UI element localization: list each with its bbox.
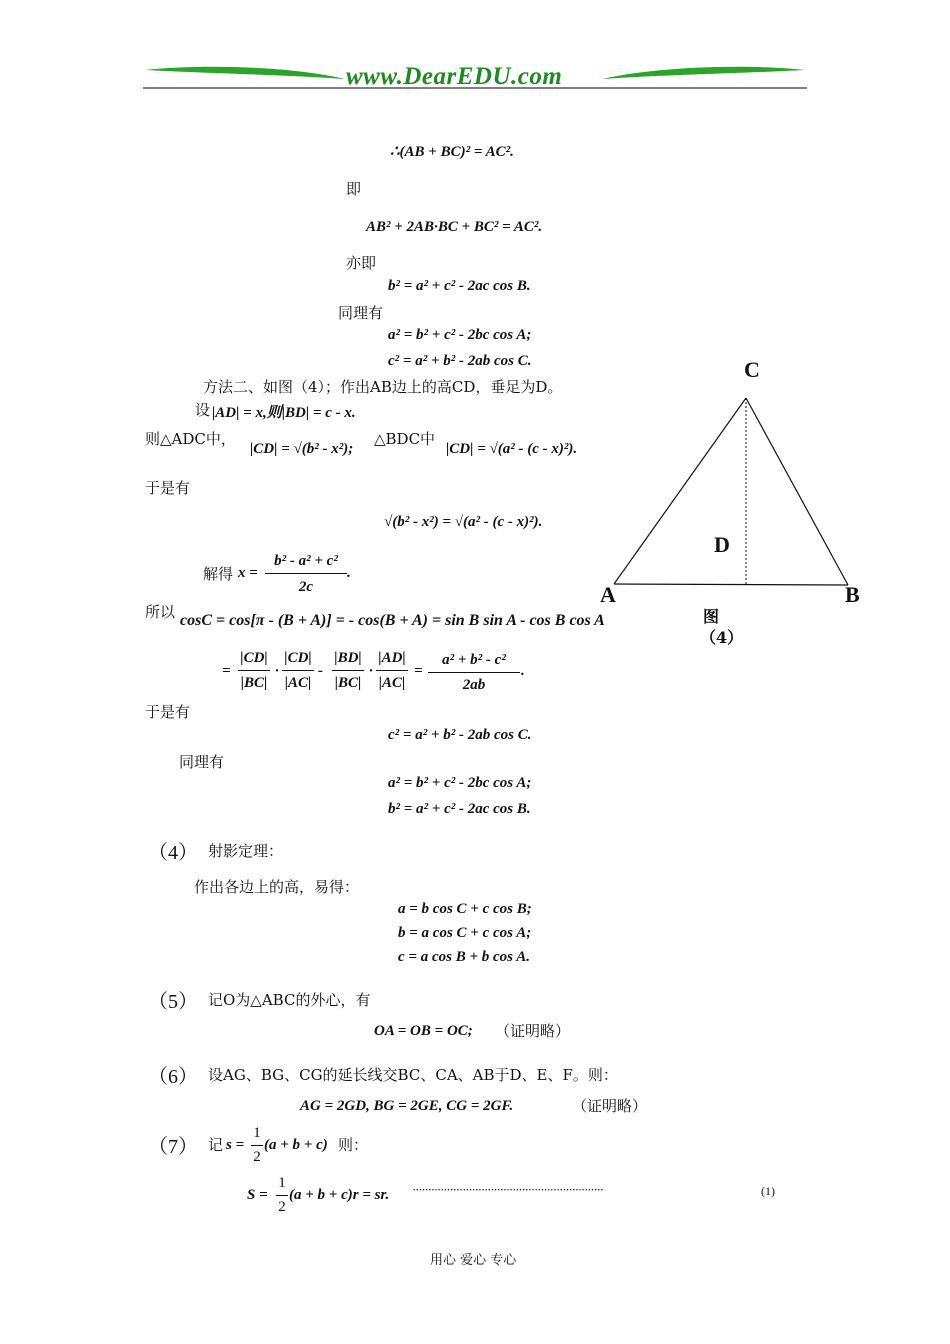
- section4-eq1: a = b cos C + c cos B;: [398, 901, 532, 917]
- eq-law-b2: b² = a² + c² - 2ac cos B.: [388, 278, 531, 294]
- section6-eq: AG = 2GD, BG = 2GE, CG = 2GF.: [300, 1098, 514, 1114]
- word-tongli-2: 同理有: [179, 753, 225, 771]
- method2-solve-x: x =: [238, 565, 258, 581]
- solve-denominator: 2c: [298, 579, 314, 595]
- solve-period: .: [347, 565, 351, 581]
- method2-suoyi: 所以: [145, 603, 176, 621]
- figure-caption-2: （4）: [700, 628, 744, 647]
- method2-eq-a2: a² = b² + c² - 2bc cos A;: [388, 775, 532, 791]
- frac-dot-1: ·: [275, 663, 279, 679]
- frac-cd-bc-bar: [238, 670, 270, 671]
- section7-S-half-den: 2: [278, 1199, 286, 1215]
- frac-ad-ac-num: |AD|: [378, 650, 406, 666]
- method2-cos-line: cosC = cos[π - (B + A)] = - cos(B + A) = sin B sin A - cos B cos A: [180, 612, 605, 629]
- method2-adc-eq: |CD| = √(b² - x²);: [250, 441, 354, 457]
- section7-S-half-num: 1: [278, 1175, 286, 1191]
- frac-result-bar: [428, 672, 520, 673]
- section4-eq2: b = a cos C + c cos A;: [398, 925, 532, 941]
- eq-therefore: ∴(AB + BC)² = AC².: [390, 144, 514, 160]
- frac-dot-2: ·: [369, 663, 373, 679]
- word-yiji: 亦即: [346, 254, 377, 272]
- section6-title: 设AG、BG、CG的延长线交BC、CA、AB于D、E、F。则：: [208, 1066, 618, 1084]
- word-tongli-1: 同理有: [338, 304, 384, 322]
- solve-fraction-bar: [265, 573, 347, 574]
- frac-bd-bc-num: |BD|: [334, 650, 362, 666]
- section7-s-rhs: (a + b + c): [264, 1137, 328, 1153]
- section7-eq-number: (1): [761, 1184, 775, 1198]
- eq-vector-expand: AB² + 2AB·BC + BC² = AC².: [366, 219, 543, 235]
- solve-numerator: b² - a² + c²: [274, 553, 338, 569]
- frac-ad-ac-bar: [376, 670, 408, 671]
- figure-label-a: A: [600, 582, 616, 607]
- method2-eq-sqrt: √(b² - x²) = √(a² - (c - x)²).: [384, 514, 543, 530]
- method2-intro: 方法二、如图（4）；作出AB边上的高CD，垂足为D。: [203, 378, 563, 396]
- section7-S-rhs: (a + b + c)r = sr.: [289, 1187, 390, 1203]
- method2-eq-b2: b² = a² + c² - 2ac cos B.: [388, 801, 531, 817]
- method2-yushi-2: 于是有: [145, 703, 191, 721]
- section5-eq: OA = OB = OC;: [374, 1023, 473, 1039]
- section5-title: 记O为△ABC的外心，有: [208, 991, 371, 1009]
- section4-title: 射影定理：: [208, 842, 284, 860]
- section7-s-lhs: s =: [226, 1137, 245, 1153]
- frac-cd-ac-num: |CD|: [284, 650, 312, 666]
- frac-result-equals: =: [414, 663, 423, 679]
- frac-result-period: .: [521, 663, 525, 679]
- eq-law-a2: a² = b² + c² - 2bc cos A;: [388, 327, 532, 343]
- page-footer: 用心 爱心 专心: [430, 1253, 517, 1268]
- figure-label-b: B: [845, 582, 860, 607]
- section6-number: （6）: [148, 1066, 198, 1088]
- method2-adc-prefix: 则△ADC中，: [145, 430, 236, 448]
- frac-cd-bc-num: |CD|: [240, 650, 268, 666]
- section6-note: （证明略）: [572, 1097, 648, 1115]
- section7-number: （7）: [148, 1136, 198, 1158]
- figure-caption-1: 图: [703, 607, 720, 626]
- section7-leader-dots: ·····························································: [412, 1182, 603, 1197]
- figure-label-c: C: [744, 357, 760, 382]
- frac-result-den: 2ab: [462, 677, 486, 693]
- word-ji: 即: [346, 180, 362, 198]
- figure-label-d: D: [714, 532, 730, 557]
- section7-prefix: 记: [208, 1136, 224, 1154]
- frac-result-num: a² + b² - c²: [442, 652, 506, 668]
- frac-ad-ac-den: |AC|: [378, 675, 406, 691]
- method2-set-eq: |AD| = x,则|BD| = c - x.: [212, 405, 356, 421]
- section4-eq3: c = a cos B + b cos A.: [398, 949, 530, 965]
- section7-half-bar: [251, 1145, 263, 1146]
- section5-note: （证明略）: [495, 1022, 571, 1040]
- site-logo: www.DearEDU.com: [346, 63, 563, 90]
- section7-S-half-bar: [276, 1195, 288, 1196]
- frac-bd-bc-bar: [332, 670, 364, 671]
- frac-minus: -: [318, 663, 323, 679]
- section7-S-lhs: S =: [247, 1187, 268, 1203]
- frac-bd-bc-den: |BC|: [334, 675, 362, 691]
- method2-yushi-1: 于是有: [145, 479, 191, 497]
- frac-cd-bc-den: |BC|: [240, 675, 268, 691]
- method2-eq-c2: c² = a² + b² - 2ab cos C.: [388, 727, 532, 743]
- frac-cd-ac-den: |AC|: [284, 675, 312, 691]
- section5-number: （5）: [148, 991, 198, 1013]
- method2-solve-prefix: 解得: [203, 565, 234, 583]
- section7-half-num: 1: [253, 1125, 261, 1141]
- triangle-figure: [600, 380, 870, 610]
- method2-set-prefix: 设: [195, 401, 211, 419]
- section7-suffix: 则：: [338, 1136, 369, 1154]
- frac-line-equals: =: [222, 663, 231, 679]
- section4-number: （4）: [148, 842, 198, 864]
- frac-cd-ac-bar: [282, 670, 314, 671]
- method2-bdc-prefix: △BDC中: [374, 430, 436, 448]
- section7-half-den: 2: [253, 1149, 261, 1165]
- section4-text: 作出各边上的高，易得：: [194, 878, 360, 896]
- eq-law-c2: c² = a² + b² - 2ab cos C.: [388, 353, 532, 369]
- method2-bdc-eq: |CD| = √(a² - (c - x)²).: [446, 441, 578, 457]
